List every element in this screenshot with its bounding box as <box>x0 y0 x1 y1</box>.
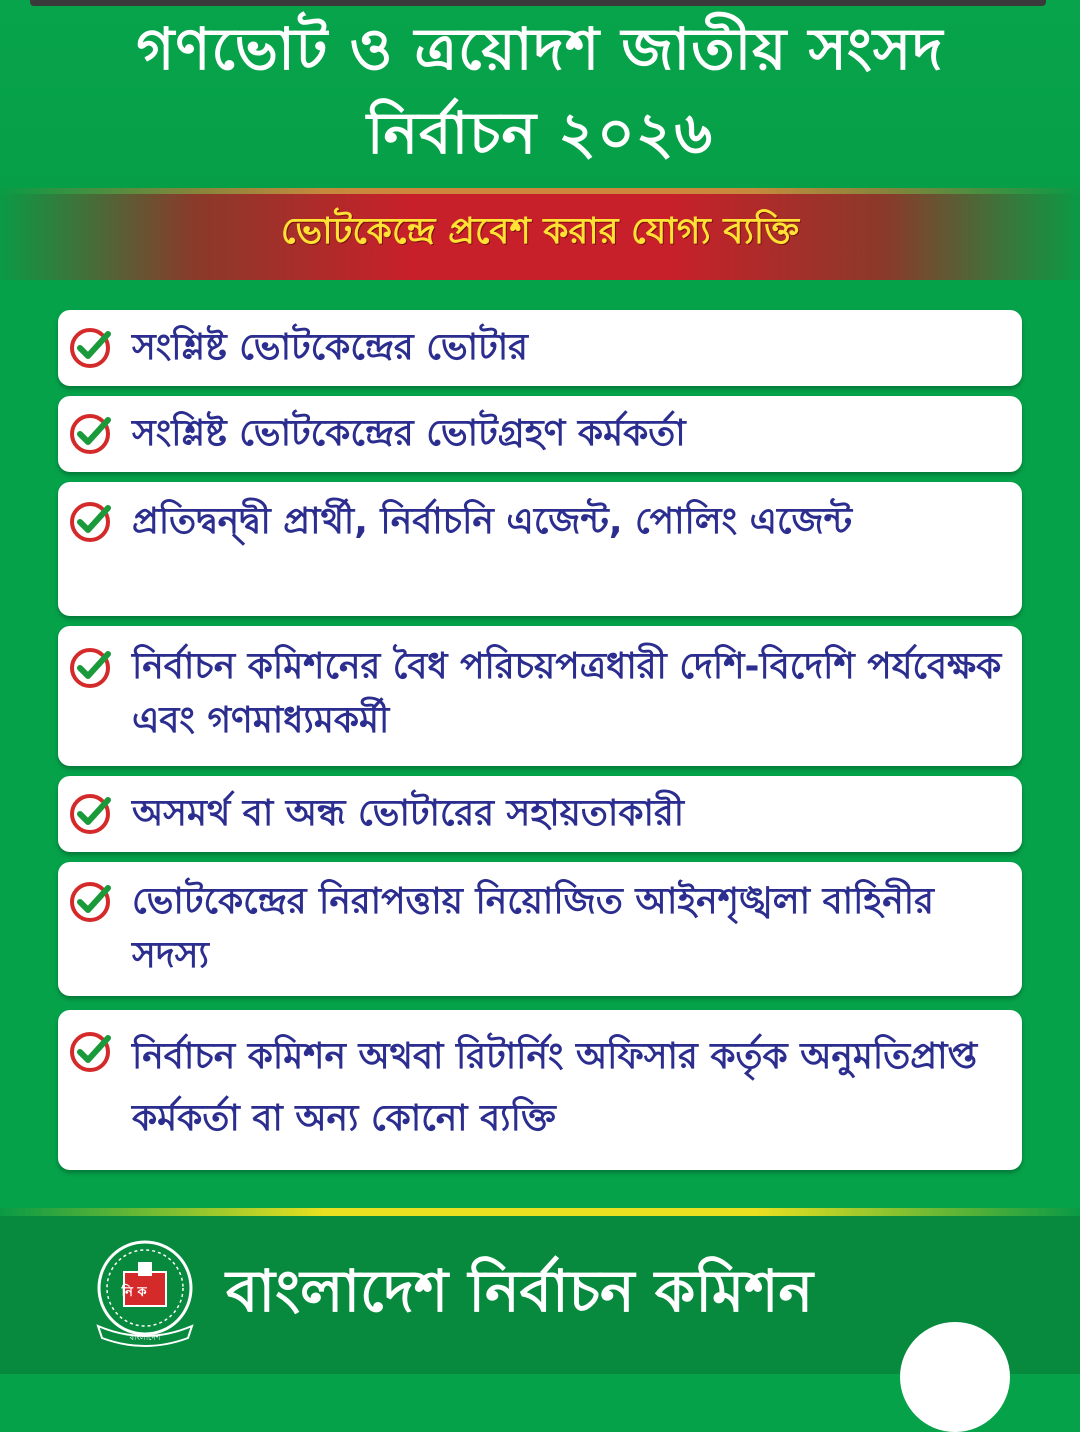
poster-title-line1: গণভোট ও ত্রয়োদশ জাতীয় সংসদ <box>136 15 944 83</box>
election-commission-emblem-icon <box>88 1234 202 1348</box>
poster-header <box>0 0 1080 190</box>
list-item <box>58 310 1022 386</box>
check-circle-icon <box>68 792 112 836</box>
list-item <box>58 396 1022 472</box>
top-edge-bar <box>30 0 1046 6</box>
emblem-letters: নি ক <box>121 1285 147 1300</box>
list-item <box>58 862 1022 996</box>
check-circle-icon <box>68 412 112 456</box>
check-circle-icon <box>68 500 112 544</box>
list-item <box>58 482 1022 616</box>
corner-decoration <box>900 1322 1010 1432</box>
subtitle-banner <box>0 188 1080 280</box>
list-item-text: সংশ্লিষ্ট ভোটকেন্দ্রের ভোটার <box>132 327 528 368</box>
list-item-text: অসমর্থ বা অন্ধ ভোটারের সহায়তাকারী <box>132 793 685 834</box>
list-item-text: নির্বাচন কমিশন অথবা রিটার্নিং অফিসার কর্তৃক অনুমতিপ্রাপ্ত কর্মকর্তা বা অন্য কোনো ব্যক্তি <box>132 1036 978 1139</box>
check-circle-icon <box>68 1030 112 1074</box>
poster-title-line2: নির্বাচন ২০২৬ <box>366 99 714 167</box>
subtitle-text: ভোটকেন্দ্রে প্রবেশ করার যোগ্য ব্যক্তি <box>280 211 800 252</box>
list-item <box>58 776 1022 852</box>
list-item <box>58 626 1022 766</box>
list-item <box>58 1010 1022 1170</box>
list-item-text: প্রতিদ্বন্দ্বী প্রার্থী, নির্বাচনি এজেন্ট, পোলিং এজেন্ট <box>132 501 853 542</box>
list-item-text: সংশ্লিষ্ট ভোটকেন্দ্রের ভোটগ্রহণ কর্মকর্তা <box>132 413 686 454</box>
emblem-ribbon-text: বাংলাদেশ <box>129 1333 161 1342</box>
list-item-text: নির্বাচন কমিশনের বৈধ পরিচয়পত্রধারী দেশি-বিদেশি পর্যবেক্ষক এবং গণমাধ্যমকর্মী <box>132 646 1002 741</box>
organization-name: বাংলাদেশ নির্বাচন কমিশন <box>226 1257 814 1325</box>
footer-divider <box>0 1208 1080 1216</box>
check-circle-icon <box>68 326 112 370</box>
list-item-text: ভোটকেন্দ্রের নিরাপত্তায় নিয়োজিত আইনশৃঙ্খলা বাহিনীর সদস্য <box>132 881 934 976</box>
check-circle-icon <box>68 646 112 690</box>
check-circle-icon <box>68 880 112 924</box>
